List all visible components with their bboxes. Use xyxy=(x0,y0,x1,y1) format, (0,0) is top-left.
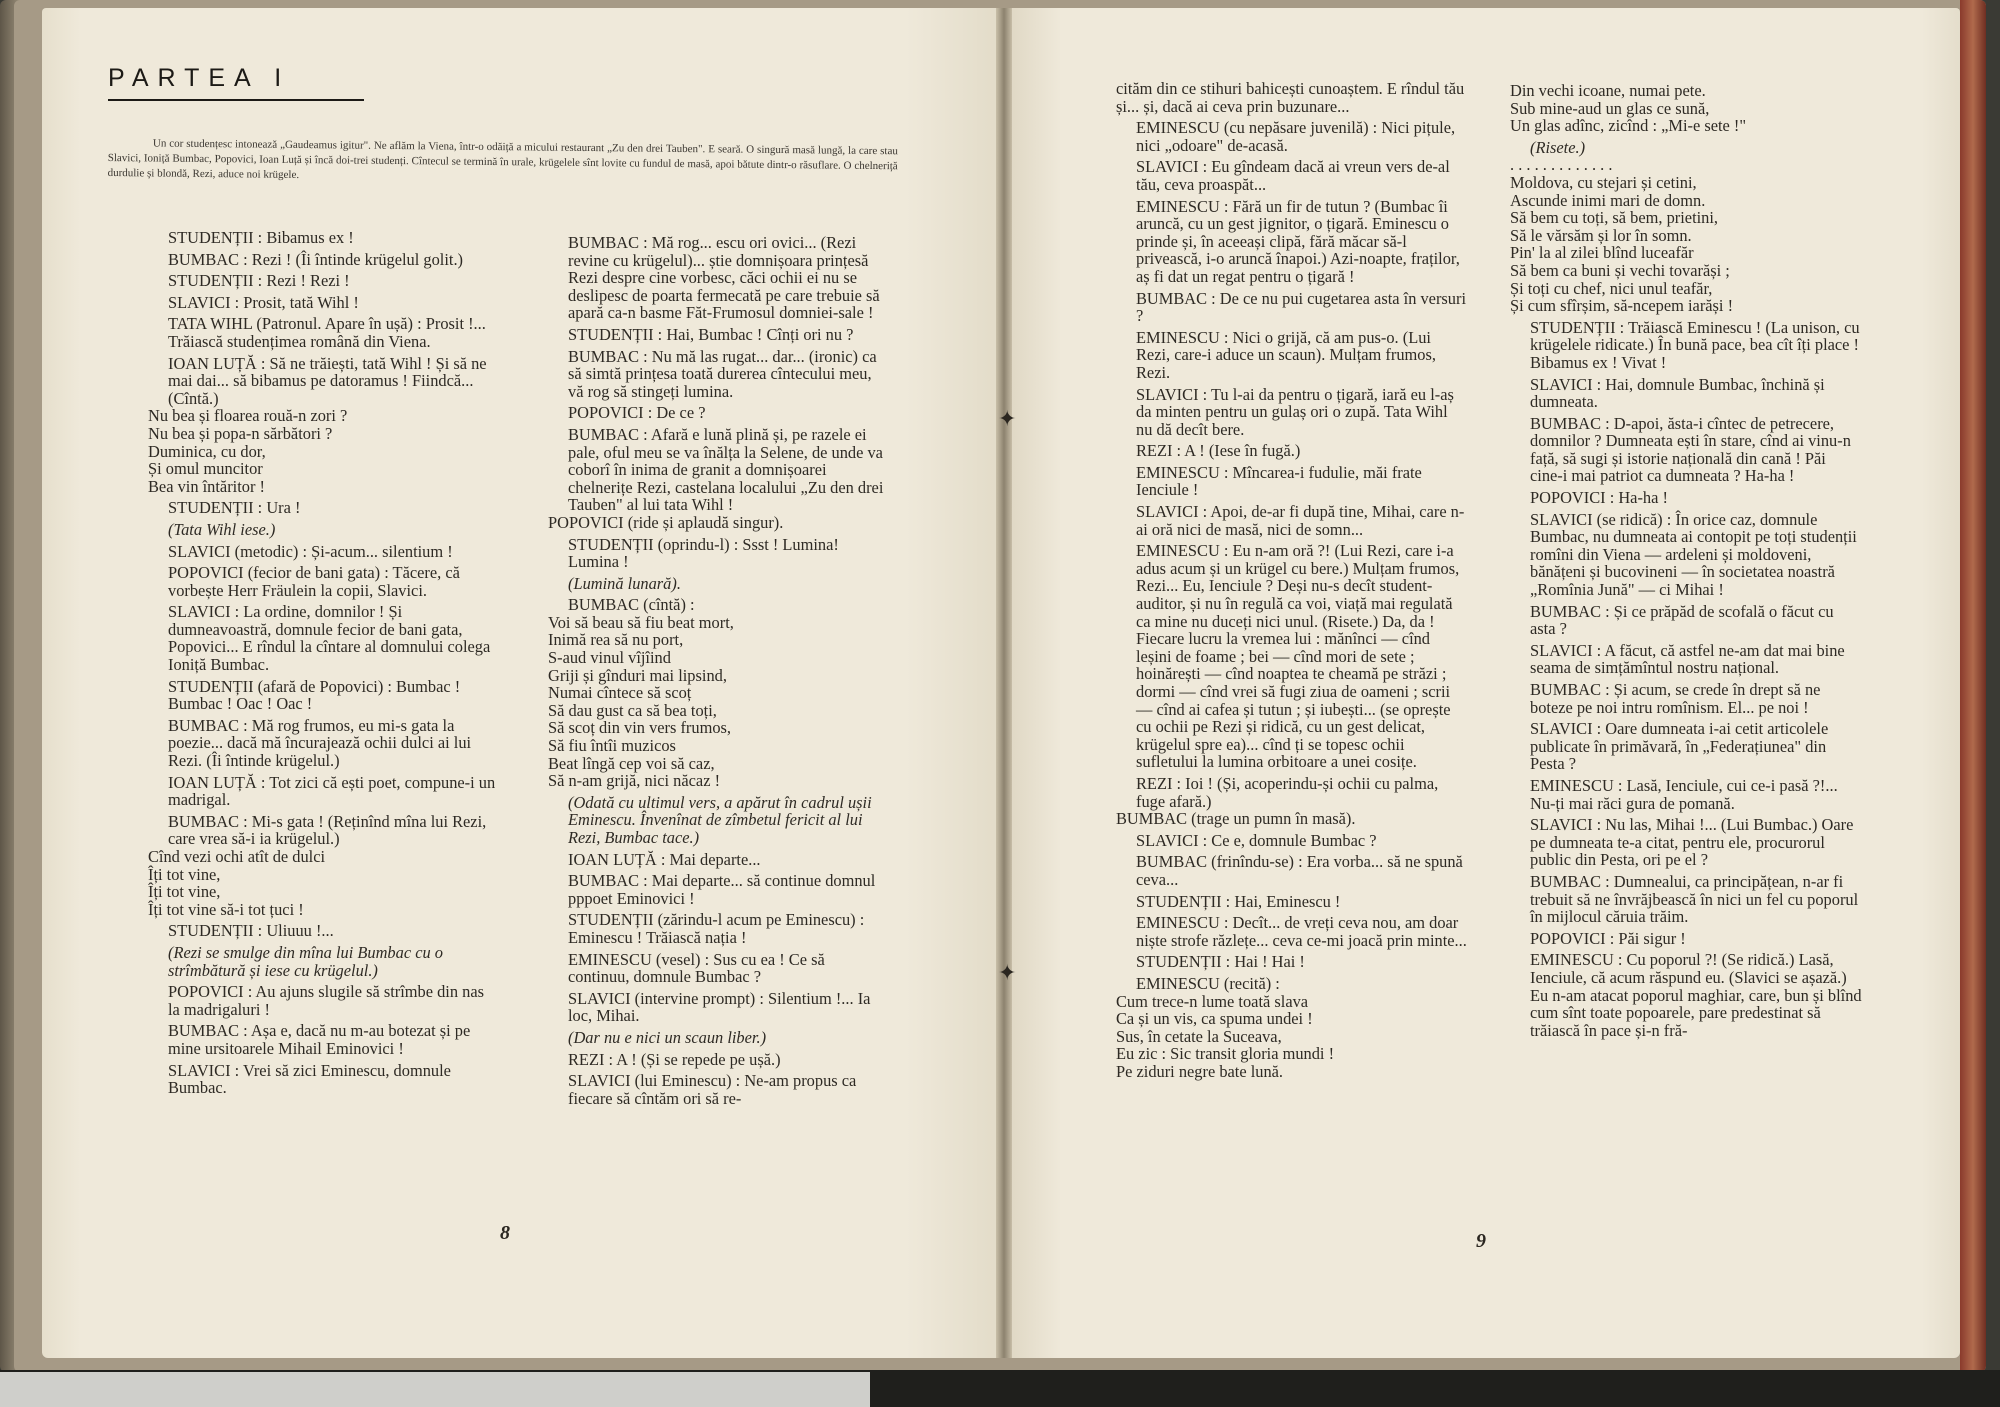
text-line: EMINESCU : Mîncarea-i fudulie, măi frate Ienciule ! xyxy=(1136,462,1422,500)
text-line: STUDENȚII : Ura ! xyxy=(168,498,301,518)
text-line: EMINESCU : Lasă, Ienciule, cui ce-i pasă ?!... Nu-ți mai răci gura de pomană. xyxy=(1530,775,1838,813)
text-line: Ca și un vis, ca spuma undei ! xyxy=(1116,1009,1313,1029)
text-line: IOAN LUȚĂ : Să ne trăiești, tată Wihl ! Și să ne mai dai... să bibamus pe datoramus ! Fiindcă... (Cîntă.) xyxy=(168,353,487,408)
text-line: Să bem cu toți, să bem, prietini, xyxy=(1510,208,1719,228)
text-line: POPOVICI : Ha-ha ! xyxy=(1530,488,1668,508)
text-line: BUMBAC : Așa e, dacă nu m-au botezat și pe mine ursitoarele Mihail Eminovici ! xyxy=(168,1021,471,1058)
text-line: BUMBAC : Mă rog frumos, eu mi-s gata la poezie... dacă mă încurajează ochii dulci ai lui Rezi. (Îi întinde krügelul.) xyxy=(168,715,472,771)
text-line: Și toți cu chef, nici unul teafăr, xyxy=(1510,278,1713,298)
text-line: Eu zic : Sic transit gloria mundi ! xyxy=(1116,1044,1335,1064)
text-line: Pin' la al zilei blînd luceafăr xyxy=(1510,243,1694,263)
text-line: EMINESCU : Fără un fir de tutun ? (Bumbac îi aruncă, cu un gest jignitor, o țigară. Eminescu o prinde și, în aceeași clipă, fără măcar să-l privească, i-o aruncă înapoi.) Azi-noapte, fraților, aș fi dat un regat pentru o țigară ! xyxy=(1136,196,1460,286)
text-line: Nu bea și floarea rouă-n zori ? xyxy=(148,406,348,426)
text-line: Bea vin întăritor ! xyxy=(148,476,265,496)
text-line: Duminica, cu dor, xyxy=(148,441,266,461)
text-line: EMINESCU (vesel) : Sus cu ea ! Ce să continuu, domnule Bumbac ? xyxy=(568,949,825,987)
page-number-right: 9 xyxy=(1476,1230,1486,1252)
stage-directions-intro: Un cor studențesc intonează „Gaudeamus igitur". Ne aflăm la Viena, într-o odăiță a micului restaurant „Zu den drei Tauben". E seară. O singură masă lungă, la care stau Slavici, Ioniță Bumbac, Popovici, Ioan Luță și încă doi-trei studenți. Cîntecul se termină în urale, krügelele sînt lovite cu fundul de masă, apoi bătute dintr-o răsuflare. O chelneriță durdulie și blondă, Rezi, aduce noi krügele. xyxy=(107,137,898,182)
text-line: (Rezi se smulge din mîna lui Bumbac cu o strîmbătură și iese cu krügelul.) xyxy=(168,942,443,980)
text-line: EMINESCU : Nici o grijă, că am pus-o. (Lui Rezi, care-i aduce un scaun). Mulțam frumos, Rezi. xyxy=(1136,327,1436,382)
text-line: BUMBAC (frinîndu-se) : Era vorba... să ne spună ceva... xyxy=(1136,852,1463,889)
text-column-right-2 xyxy=(1510,82,1862,1039)
text-line: STUDENȚII (oprindu-l) : Ssst ! Lumina! Lumina ! xyxy=(568,534,839,572)
text-line: Moldova, cu stejari și cetini, xyxy=(1510,172,1697,192)
text-line: (Risete.) xyxy=(1530,137,1586,157)
text-line: BUMBAC : Rezi ! (Îi întinde krügelul golit.) xyxy=(168,249,463,269)
text-line: (Dar nu e nici un scaun liber.) xyxy=(568,1027,767,1047)
text-line: STUDENȚII : Rezi ! Rezi ! xyxy=(168,271,350,291)
text-column-left-1 xyxy=(148,225,498,1097)
text-line: STUDENȚII : Hai, Eminescu ! xyxy=(1136,891,1341,911)
text-line: BUMBAC : Mai departe... să continue domnul pppoet Eminovici ! xyxy=(568,871,876,908)
text-line: SLAVICI : Ce e, domnule Bumbac ? xyxy=(1136,830,1377,850)
text-line: cităm din ce stihuri bahicești cunoaștem. E rîndul tău și... și, dacă ai ceva prin buzunare... xyxy=(1116,79,1465,116)
text-line: BUMBAC (cîntă) : xyxy=(568,595,695,615)
text-line: SLAVICI : Hai, domnule Bumbac, închină și dumneata. xyxy=(1530,374,1825,412)
text-line: Inimă rea să nu port, xyxy=(548,630,684,650)
text-line: BUMBAC : Dumnealui, ca principățean, n-ar fi trebuit să ne învrăjbească în nici un fel cu poporul în mijlocul căruia trăim. xyxy=(1530,871,1859,927)
text-line: STUDENȚII : Hai ! Hai ! xyxy=(1136,952,1305,972)
text-line: POPOVICI : Au ajuns slugile să strîmbe din nas la madrigaluri ! xyxy=(168,982,484,1019)
text-line: Sub mine-aud un glas ce sună, xyxy=(1510,98,1710,118)
text-line: IOAN LUȚĂ : Mai departe... xyxy=(568,849,761,869)
text-line: SLAVICI : Oare dumneata i-ai cetit articolele publicate în primăvară, în „Federațiunea" din Pesta ? xyxy=(1530,719,1829,774)
text-line: BUMBAC : Și acum, se crede în drept să ne boteze pe noi intru romînism. El... pe noi ! xyxy=(1530,680,1821,717)
text-line: STUDENȚII : Bibamus ex ! xyxy=(168,228,354,247)
text-line: SLAVICI : La ordine, domnilor ! Și dumneavoastră, domnule fecior de bani gata, Popovici... E rîndul la cîntare al domnului colega Ioniță Bumbac. xyxy=(168,602,491,675)
text-line: REZI : Ioi ! (Și, acoperindu-și ochii cu palma, fuge afară.) xyxy=(1136,773,1439,811)
text-line: SLAVICI : Vrei să zici Eminescu, domnule Bumbac. xyxy=(168,1060,451,1098)
text-line: Și cum sfîrșim, să-ncepem iarăși ! xyxy=(1510,296,1734,316)
text-line: EMINESCU : Cu poporul ?! (Se ridică.) Lasă, Ienciule, că acum răspund eu. (Slavici se așază.) Eu n-am atacat poporul maghiar, care, bun și blînd cum sînt toate popoarele, pare predestinat să trăiască în pace și-n fră- xyxy=(1530,950,1862,1040)
text-line: Sus, în cetate la Suceava, xyxy=(1116,1026,1282,1046)
text-line: POPOVICI : De ce ? xyxy=(568,403,706,423)
text-line: POPOVICI (ride și aplaudă singur). xyxy=(548,512,784,532)
text-line: TATA WIHL (Patronul. Apare în ușă) : Prosit !... Trăiască studențimea română din Viena. xyxy=(168,314,486,351)
text-line: Să fiu întîi muzicos xyxy=(548,736,676,756)
text-line: . . . . . . . . . . . . . xyxy=(1510,155,1613,175)
text-line: BUMBAC (trage un pumn în masă). xyxy=(1116,809,1356,829)
text-line: SLAVICI (metodic) : Și-acum... silentium ! xyxy=(168,541,453,561)
text-line: SLAVICI : Prosit, tată Wihl ! xyxy=(168,292,359,312)
text-line: POPOVICI : Păi sigur ! xyxy=(1530,928,1686,948)
text-line: Ascunde inimi mari de domn. xyxy=(1510,190,1706,210)
text-line: BUMBAC : Mi-s gata ! (Reținînd mîna lui Rezi, care vrea să-i ia krügelul.) xyxy=(168,811,487,849)
text-line: Numai cîntece să scoț xyxy=(548,683,692,703)
text-line: REZI : A ! (Iese în fugă.) xyxy=(1136,441,1301,461)
text-line: Griji și gînduri mai lipsind, xyxy=(548,665,727,685)
text-column-right-1 xyxy=(1116,80,1468,1080)
text-line: Voi să beau să fiu beat mort, xyxy=(548,612,734,632)
text-line: (Odată cu ultimul vers, a apărut în cadrul ușii Eminescu. Învenînat de zîmbetul fericit al lui Rezi, Bumbac tace.) xyxy=(568,792,872,847)
text-line: BUMBAC : Nu mă las rugat... dar... (ironic) ca să simtă prințesa toată durerea cîntecului meu, vă rog să stingeți lumina. xyxy=(568,346,877,401)
text-line: (Lumină lunară). xyxy=(568,573,681,593)
text-line: Pe ziduri negre bate lună. xyxy=(1116,1061,1284,1081)
text-line: BUMBAC : Afară e lună plină și, pe razele ei pale, oful meu se va înălța la Selene, de unde va coborî în inima de granit a domnișoarei chelnerițe Rezi, castelana localului „Zu den drei Tauben" al lui tata Wihl ! xyxy=(568,424,884,515)
text-line: EMINESCU : Decît... de vreți ceva nou, am doar niște strofe răzlețe... ceva ce-mi joacă prin minte... xyxy=(1136,913,1467,950)
text-column-left-2 xyxy=(548,230,890,1107)
text-line: REZI : A ! (Și se repede pe ușă.) xyxy=(568,1049,781,1069)
text-line: STUDENȚII (zărindu-l acum pe Eminescu) : Eminescu ! Trăiască nația ! xyxy=(568,910,865,947)
text-line: SLAVICI (intervine prompt) : Silentium !... Ia loc, Mihai. xyxy=(568,988,871,1026)
text-line: Să dau gust ca să bea toți, xyxy=(548,700,717,720)
binding-thread-mark: ✦ xyxy=(998,406,1017,431)
text-line: SLAVICI : A făcut, că astfel ne-am dat mai bine seama de simțămîntul nostru național. xyxy=(1530,640,1845,678)
text-line: BUMBAC : Mă rog... escu ori ovici... (Rezi revine cu krügelul)... știe domnișoara prințesă Rezi despre cine vorbesc, căci ochii ei nu se deslipesc de poarta fermecată pe care trebuie să apară ca-n basme Făt-Frumosul domniei-sale ! xyxy=(568,233,880,323)
text-line: BUMBAC : Și ce prăpăd de scofală o făcut cu asta ? xyxy=(1530,601,1834,639)
text-line: SLAVICI (lui Eminescu) : Ne-am propus ca fiecare să cîntăm ori să re- xyxy=(568,1071,857,1108)
text-line: EMINESCU (recită) : xyxy=(1136,973,1280,993)
text-line: SLAVICI : Nu las, Mihai !... (Lui Bumbac.) Oare pe dumneata te-a citat, pentru ele, procurorul public din Pesta, ori pe el ? xyxy=(1530,815,1854,870)
text-line: SLAVICI (se ridică) : În orice caz, domnule Bumbac, nu dumneata ai contopit pe toți studenții romîni din Viena — ardeleni și moldoveni, bănățeni și bucovineni — în societatea noastră „Romînia Jună" — ci Mihai ! xyxy=(1530,509,1857,600)
text-line: Un glas adînc, zicînd : „Mi-e sete !" xyxy=(1510,116,1747,136)
text-line: Cînd vezi ochi atît de dulci xyxy=(148,847,326,866)
book-gutter xyxy=(996,8,1012,1358)
text-line: Să n-am grijă, nici năcaz ! xyxy=(548,771,721,791)
text-line: STUDENȚII : Trăiască Eminescu ! (La unison, cu krügelele ridicate.) În bună pace, bea cît îți place ! Bibamus ex ! Vivat ! xyxy=(1530,317,1860,372)
text-line: Să le vărsăm și lor în somn. xyxy=(1510,225,1692,245)
text-line: Și omul muncitor xyxy=(148,459,263,479)
text-line: IOAN LUȚĂ : Tot zici că ești poet, compune-i un madrigal. xyxy=(168,772,496,810)
text-line: S-aud vinul vîjîind xyxy=(548,648,671,668)
text-line: Din vechi icoane, numai pete. xyxy=(1510,81,1706,100)
text-line: STUDENȚII (afară de Popovici) : Bumbac ! Bumbac ! Oac ! Oac ! xyxy=(168,676,461,714)
part-title: PARTEA I xyxy=(108,64,364,101)
text-line: Cum trece-n lume toată slava xyxy=(1116,991,1309,1011)
table-surface-light xyxy=(0,1372,870,1407)
text-line: Îți tot vine, xyxy=(148,864,221,884)
text-line: POPOVICI (fecior de bani gata) : Tăcere, că vorbește Herr Fräulein la copii, Slavici. xyxy=(168,563,460,600)
text-line: Să scoț din vin vers frumos, xyxy=(548,718,732,738)
text-line: Îți tot vine să-i tot țuci ! xyxy=(148,899,304,919)
text-line: EMINESCU (cu nepăsare juvenilă) : Nici pițule, nici „odoare" de-acasă. xyxy=(1136,118,1456,155)
text-line: SLAVICI : Apoi, de-ar fi după tine, Mihai, care n-ai oră nici de masă, nici de somn... xyxy=(1136,502,1465,539)
text-line: EMINESCU : Eu n-am oră ?! (Lui Rezi, care i-a adus acum și un krügel cu bere.) Mulțam frumos, Rezi... Eu, Ienciule ? Deși nu-s decît student-auditor, și nu în regulă ca voi, viață mai regulată ca mine nu duceți nici unul. (Risete.) Da, da ! Fiecare lucru la vremea lui : mănînci — cînd leșini de foame ; bei — cînd mori de sete ; hoinărești — cînd noaptea te cheamă pe străzi ; dormi — cînd vrei să fugi ziua de oameni ; scrii — cînd ai cafea și tutun ; și iubești... (se oprește cu ochii pe Rezi și ridică, cu un gest delicat, krügelul spre ea)... cînd ți se topesc ochii sufletului la lumina orbitoare a unei cosițe. xyxy=(1136,541,1460,772)
text-line: STUDENȚII : Hai, Bumbac ! Cînți ori nu ? xyxy=(568,324,854,344)
text-line: Să bem ca buni și vechi tovarăși ; xyxy=(1510,260,1730,280)
text-line: BUMBAC : De ce nu pui cugetarea asta în versuri ? xyxy=(1136,288,1466,326)
text-line: Nu bea și popa-n sărbători ? xyxy=(148,423,333,443)
text-line: STUDENȚII : Uliuuu !... xyxy=(168,921,334,941)
text-line: Îți tot vine, xyxy=(148,882,221,902)
binding-thread-mark: ✦ xyxy=(998,960,1017,985)
text-line: (Tata Wihl iese.) xyxy=(168,519,276,539)
page-number-left: 8 xyxy=(500,1222,510,1244)
text-line: SLAVICI : Tu l-ai da pentru o țigară, iară eu l-aș da minten pentru un gulaș ori o zupă. Tata Wihl nu dă decît bere. xyxy=(1136,384,1454,439)
book-right-edge xyxy=(1960,0,1986,1372)
text-line: Beat lîngă cep voi să caz, xyxy=(548,753,715,773)
text-line: SLAVICI : Eu gîndeam dacă ai vreun vers de-al tău, ceva proaspăt... xyxy=(1136,157,1450,194)
text-line: BUMBAC : D-apoi, ăsta-i cîntec de petrecere, domnilor ? Dumneata ești în stare, cînd ai vinu-n față, să sugi și istorie națională din cană ! Păi cine-i mai patriot ca dumneata ? Ha-ha ! xyxy=(1530,413,1851,486)
